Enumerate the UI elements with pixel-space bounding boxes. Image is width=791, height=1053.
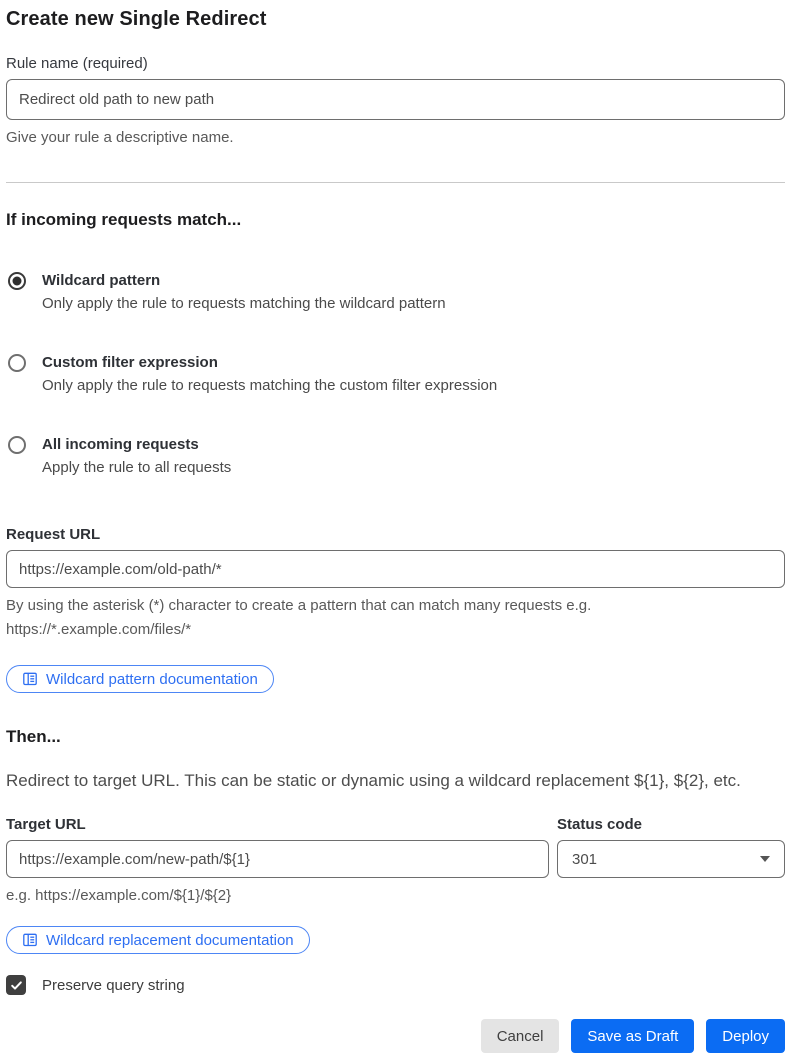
request-url-helper xyxy=(6,594,785,642)
form-actions xyxy=(6,1019,785,1053)
book-icon xyxy=(22,932,38,948)
rule-name-label: Rule name (required) xyxy=(6,55,148,72)
status-code-field xyxy=(557,816,785,908)
radio-description: Apply the rule to all requests xyxy=(42,459,232,476)
target-url-field xyxy=(6,816,549,908)
radio-label: Custom filter expression xyxy=(42,354,218,371)
preserve-query-string-row[interactable] xyxy=(6,975,785,995)
cancel-button[interactable]: Cancel xyxy=(481,1019,560,1053)
book-icon xyxy=(22,671,38,687)
request-url-helper-line1: By using the asterisk (*) character to create a pattern that can match many requests e.g. xyxy=(6,597,592,614)
target-url-label: Target URL xyxy=(6,816,86,833)
rule-name-helper: Give your rule a descriptive name. xyxy=(6,129,234,146)
rule-name-input[interactable] xyxy=(6,79,785,120)
request-url-helper-line2: https://*.example.com/files/* xyxy=(6,621,192,638)
match-type-radio-group xyxy=(6,270,785,479)
deploy-button[interactable]: Deploy xyxy=(706,1019,785,1053)
radio-selected-icon[interactable] xyxy=(8,272,26,290)
page-title: Create new Single Redirect xyxy=(6,8,267,30)
radio-unselected-icon[interactable] xyxy=(8,436,26,454)
radio-wildcard-pattern[interactable] xyxy=(6,270,785,315)
status-code-value: 301 xyxy=(572,850,598,868)
preserve-query-string-label: Preserve query string xyxy=(42,976,185,994)
wildcard-replacement-docs-button[interactable] xyxy=(6,926,310,954)
checkbox-checked-icon[interactable] xyxy=(6,975,26,995)
section-divider xyxy=(6,182,785,183)
rule-name-field xyxy=(6,55,785,150)
match-section-heading: If incoming requests match... xyxy=(6,210,242,229)
then-description: Redirect to target URL. This can be static or dynamic using a wildcard replacement ${1}, ${2}, etc. xyxy=(6,771,741,790)
status-code-select[interactable] xyxy=(557,840,785,878)
then-section-heading: Then... xyxy=(6,727,61,746)
radio-label: Wildcard pattern xyxy=(42,272,161,289)
status-code-label: Status code xyxy=(557,816,643,833)
target-url-helper: e.g. https://example.com/${1}/${2} xyxy=(6,887,232,904)
target-url-input[interactable] xyxy=(6,840,549,878)
wildcard-pattern-docs-label: Wildcard pattern documentation xyxy=(46,670,258,688)
radio-all-incoming-requests[interactable] xyxy=(6,434,785,479)
chevron-down-icon xyxy=(760,856,770,862)
wildcard-pattern-docs-button[interactable] xyxy=(6,665,274,693)
radio-custom-filter-expression[interactable] xyxy=(6,352,785,397)
wildcard-replacement-docs-label: Wildcard replacement documentation xyxy=(46,931,294,949)
request-url-input[interactable] xyxy=(6,550,785,588)
radio-unselected-icon[interactable] xyxy=(8,354,26,372)
request-url-label: Request URL xyxy=(6,526,101,543)
radio-label: All incoming requests xyxy=(42,436,199,453)
radio-description: Only apply the rule to requests matching the wildcard pattern xyxy=(42,295,446,312)
request-url-field xyxy=(6,526,785,642)
radio-description: Only apply the rule to requests matching the custom filter expression xyxy=(42,377,498,394)
save-as-draft-button[interactable]: Save as Draft xyxy=(571,1019,694,1053)
